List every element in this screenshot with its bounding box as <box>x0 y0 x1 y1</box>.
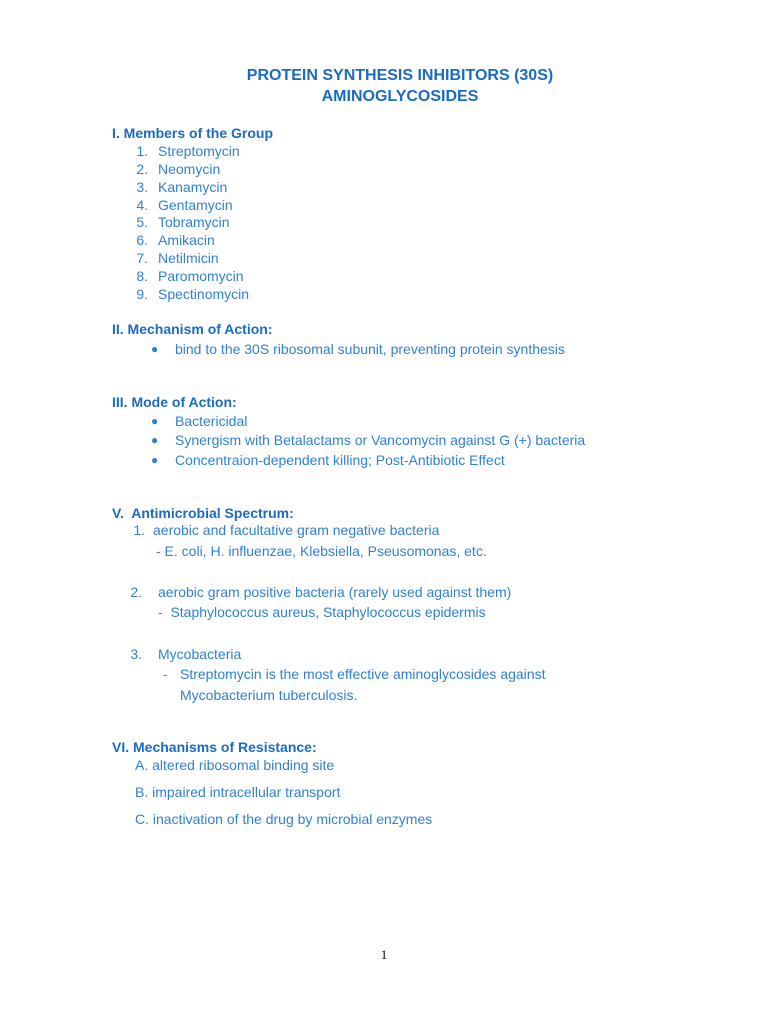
page-number: 1 <box>380 947 388 962</box>
list-number: 3. <box>136 179 148 195</box>
bullet-icon: ● <box>151 433 159 447</box>
list-item: Mycobacteria <box>158 646 242 662</box>
list-item: Tobramycin <box>158 214 230 230</box>
list-number: 3. <box>130 646 142 662</box>
list-number: 4. <box>136 197 148 213</box>
list-item: Spectinomycin <box>158 286 250 302</box>
list-item: Gentamycin <box>158 197 233 213</box>
list-item: Amikacin <box>158 232 215 248</box>
list-number: 8. <box>136 268 148 284</box>
list-item: aerobic and facultative gram negative bacteria <box>153 522 440 538</box>
sub-item: Streptomycin is the most effective aminoglycosides against <box>180 666 546 682</box>
list-number: 2. <box>130 584 142 600</box>
bullet-icon: ● <box>151 342 159 356</box>
list-item: Paromomycin <box>158 268 244 284</box>
list-number: 7. <box>136 250 148 266</box>
list-item: A. altered ribosomal binding site <box>135 757 335 773</box>
section-heading-mode: III. Mode of Action: <box>112 394 237 410</box>
list-item: B. impaired intracellular transport <box>135 784 341 800</box>
list-item: aerobic gram positive bacteria (rarely used against them) <box>158 584 512 600</box>
list-item: Kanamycin <box>158 179 228 195</box>
list-item: Neomycin <box>158 161 221 177</box>
section-heading-spectrum: V. Antimicrobial Spectrum: <box>112 505 294 521</box>
sub-item: Mycobacterium tuberculosis. <box>180 687 358 703</box>
bullet-item: Concentraion-dependent killing; Post-Antibiotic Effect <box>175 452 505 468</box>
list-number: 9. <box>136 286 148 302</box>
list-number: 6. <box>136 232 148 248</box>
list-number: 1. <box>133 522 145 538</box>
list-item: Netilmicin <box>158 250 219 266</box>
section-heading-resistance: VI. Mechanisms of Resistance: <box>112 739 317 755</box>
bullet-item: Synergism with Betalactams or Vancomycin against G (+) bacteria <box>175 432 586 448</box>
list-number: 5. <box>136 214 148 230</box>
document-title-line-2: AMINOGLYCOSIDES <box>321 88 479 105</box>
bullet-icon: ● <box>151 414 159 428</box>
sub-item: - Staphylococcus aureus, Staphylococcus epidermis <box>158 604 486 620</box>
section-heading-mechanism: II. Mechanism of Action: <box>112 321 273 337</box>
list-item: C. inactivation of the drug by microbial enzymes <box>135 811 433 827</box>
sub-item: - E. coli, H. influenzae, Klebsiella, Pseusomonas, etc. <box>156 543 487 559</box>
bullet-item: bind to the 30S ribosomal subunit, preventing protein synthesis <box>175 341 565 357</box>
list-item: Streptomycin <box>158 143 240 159</box>
list-number: 1. <box>136 143 148 159</box>
bullet-icon: ● <box>151 453 159 467</box>
document-title-line-1: PROTEIN SYNTHESIS INHIBITORS (30S) <box>246 67 554 84</box>
bullet-item: Bactericidal <box>175 413 248 429</box>
list-number: 2. <box>136 161 148 177</box>
sub-dash: - <box>163 666 168 682</box>
section-heading-members: I. Members of the Group <box>112 125 274 141</box>
